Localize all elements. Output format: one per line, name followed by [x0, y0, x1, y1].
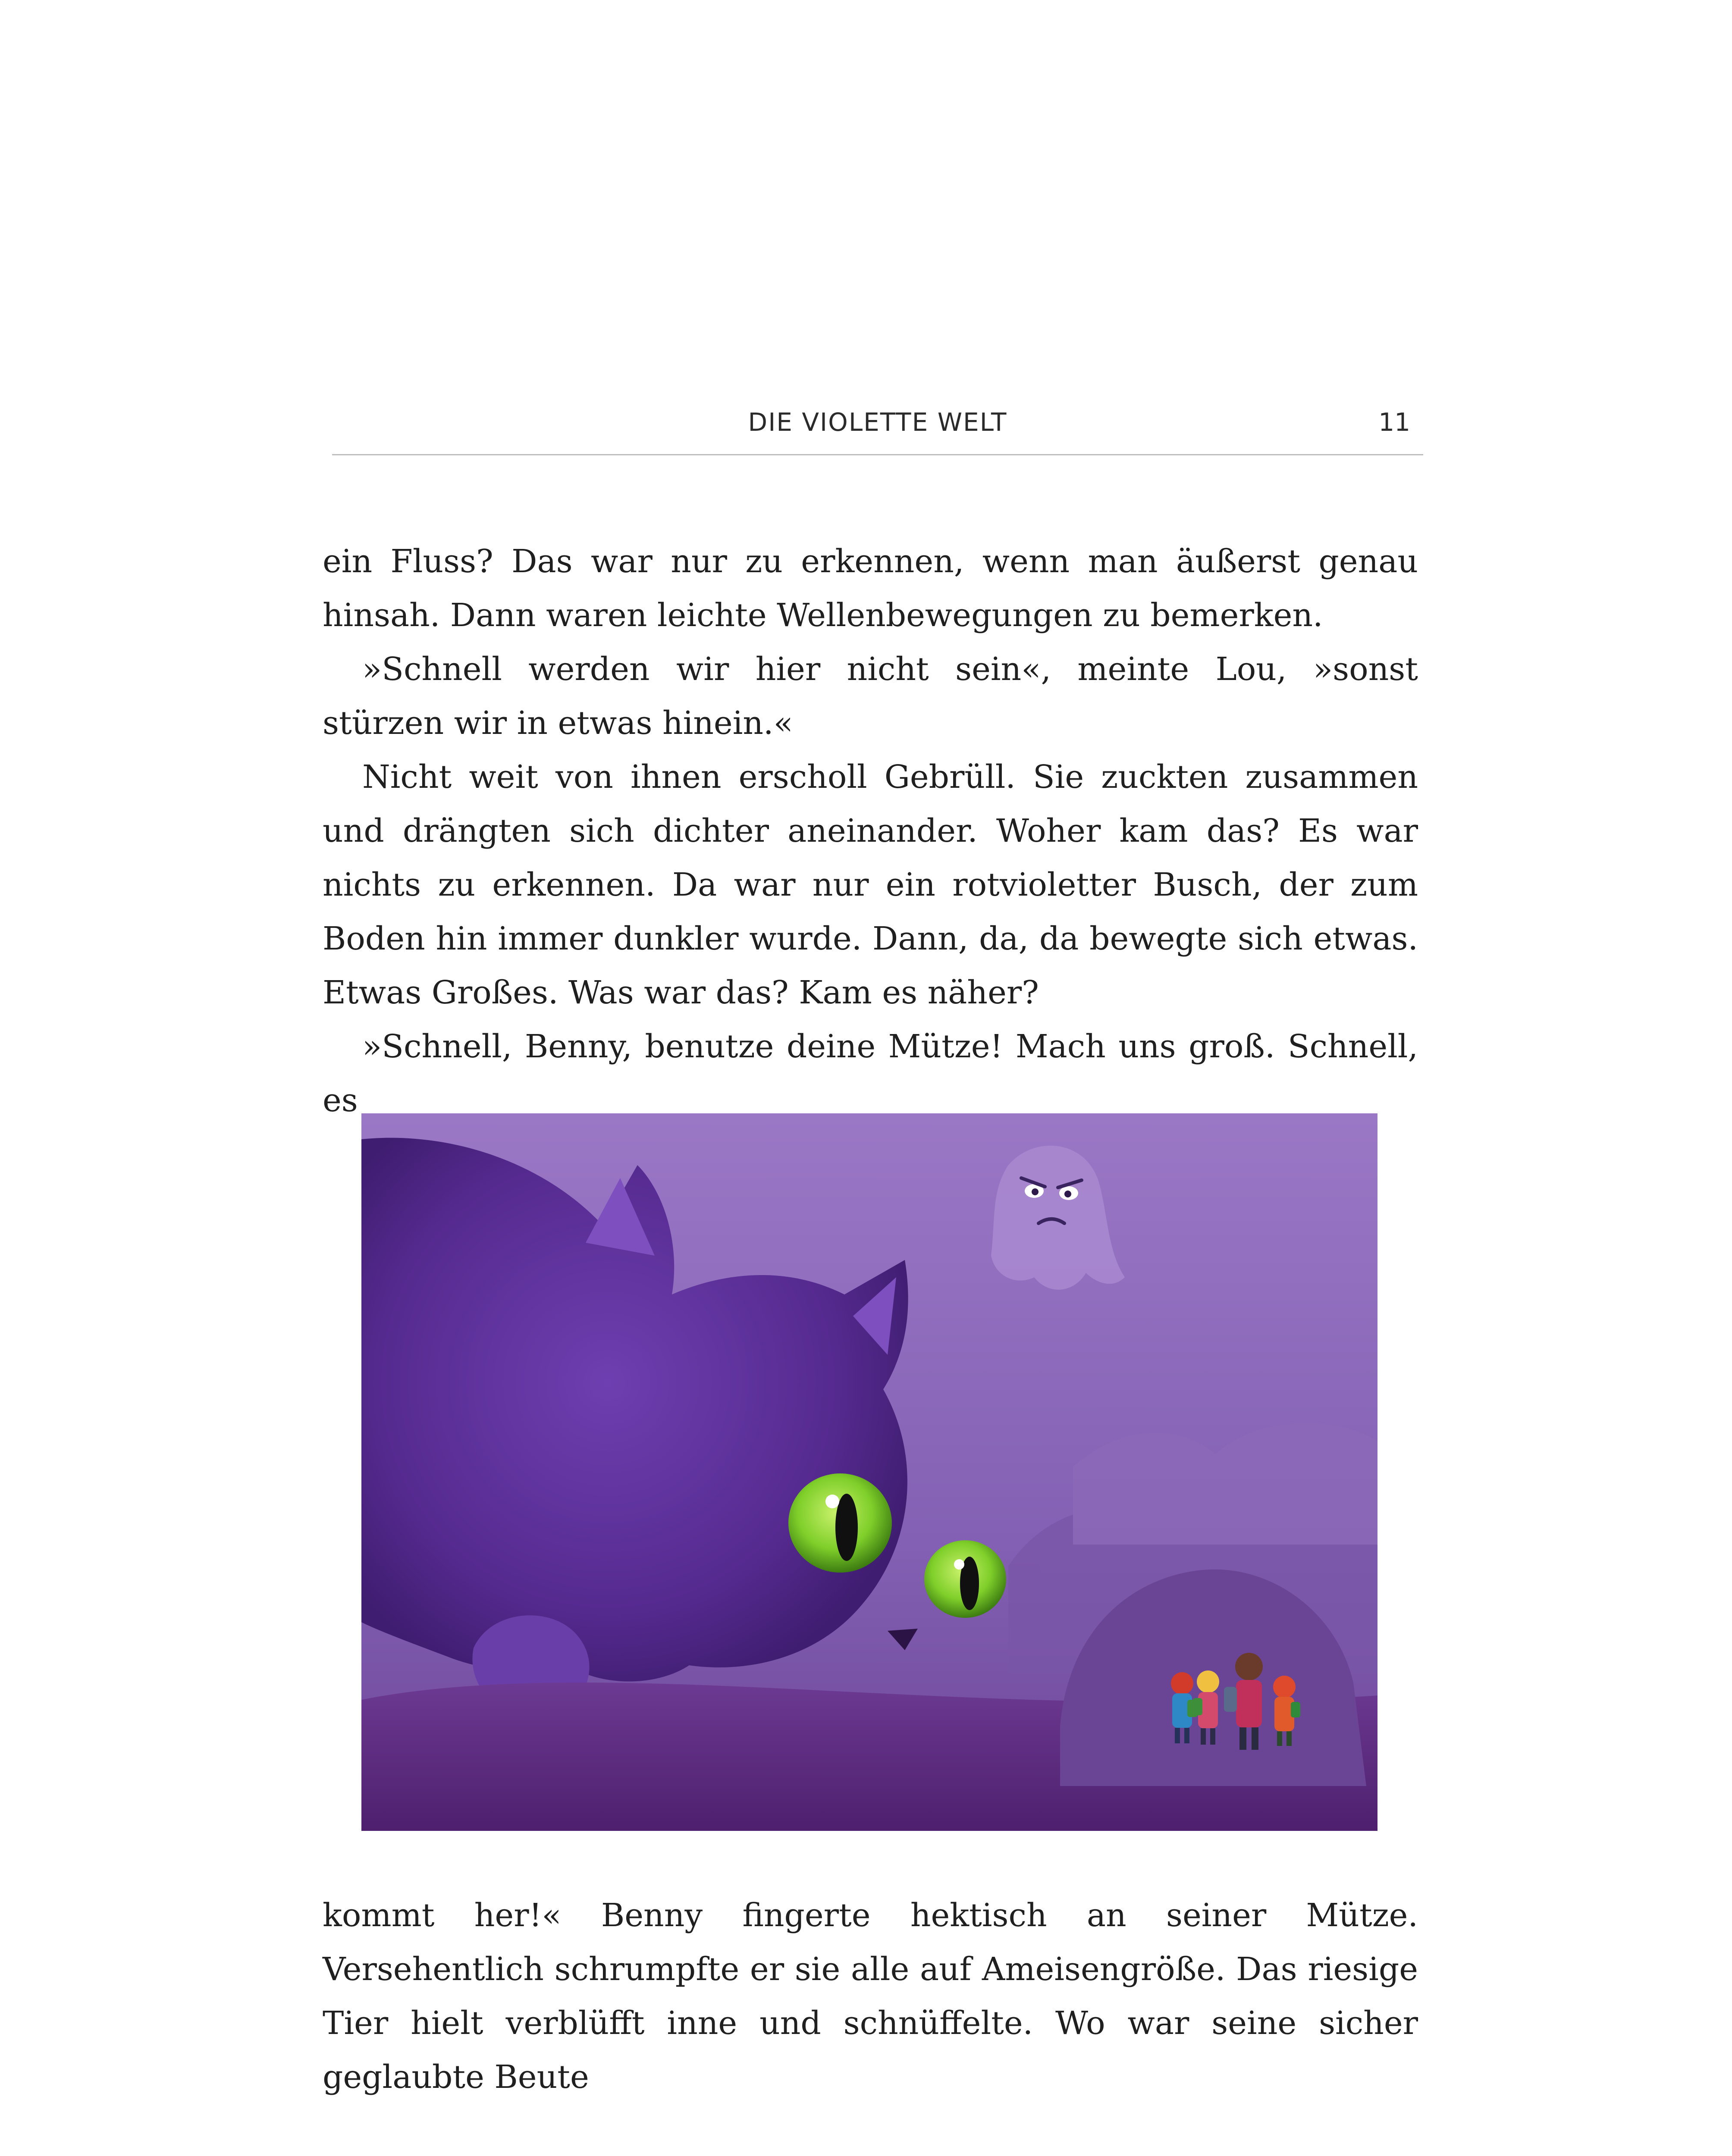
paragraph: »Schnell werden wir hier nicht sein«, meinte Lou, »sonst stürzen wir in etwas hinein.« [323, 651, 1418, 742]
paragraph: »Schnell, Benny, benutze deine Mütze! Mach uns groß. Schnell, es [323, 1028, 1418, 1119]
header-rule [332, 454, 1423, 455]
page-number: 11 [1378, 407, 1410, 437]
paragraph: ein Fluss? Das war nur zu erkennen, wenn man äußerst genau hinsah. Dann waren leichte Wellenbewegungen zu bemerken. [323, 543, 1418, 634]
paragraph: Nicht weit von ihnen erscholl Gebrüll. Sie zuckten zusammen und drängten sich dichter aneinander. Woher kam das? Es war nichts zu erkennen. Da war nur ein rotvioletter Busch, der zum Boden hin immer dunkler wurde. Dann, da, da bewegte sich etwas. Etwas Großes. Was war das? Kam es näher? [323, 758, 1418, 1011]
chapter-title: DIE VIOLETTE WELT [748, 407, 1007, 437]
illustration-purple-cat [361, 1113, 1377, 1831]
body-text-bottom [323, 1889, 1418, 2104]
body-text-top [323, 535, 1418, 1128]
running-head [332, 403, 1423, 455]
paragraph: kommt her!« Benny fingerte hektisch an seiner Mütze. Versehentlich schrumpfte er sie alle auf Ameisengröße. Das riesige Tier hielt verblüfft inne und schnüffelte. Wo war seine sicher geglaubte Beute [323, 1897, 1418, 2096]
